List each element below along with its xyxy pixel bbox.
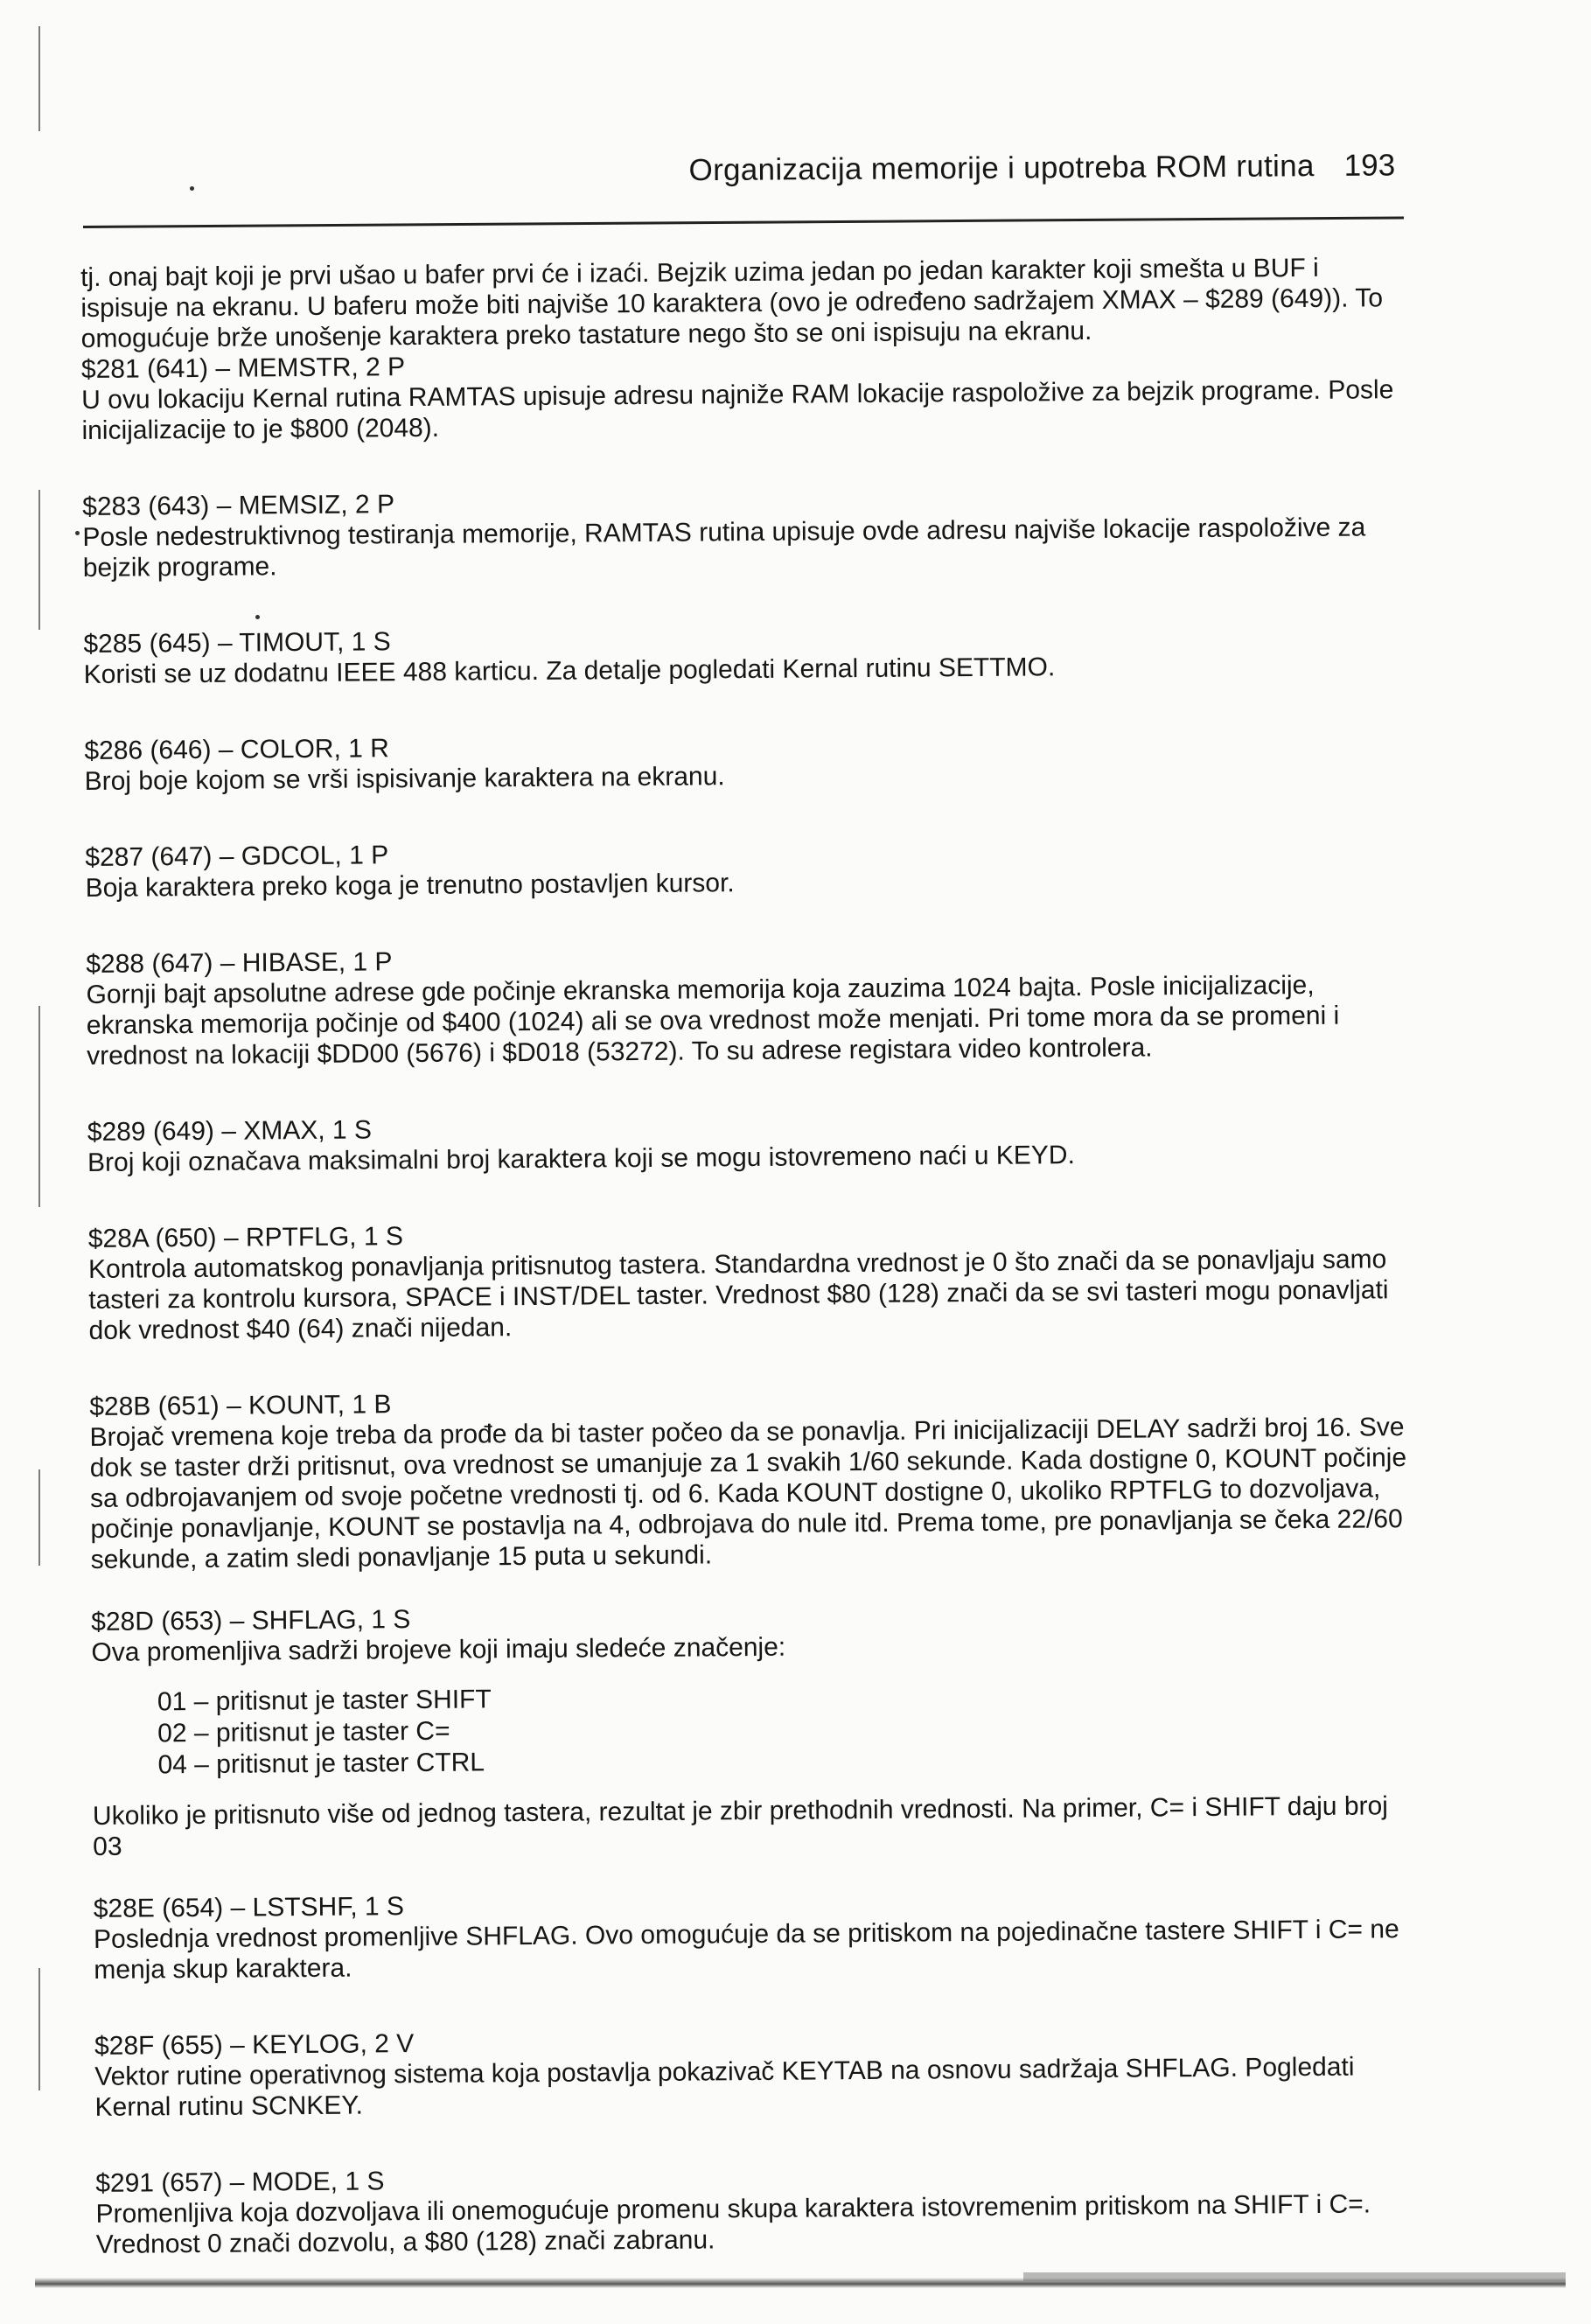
scan-margin-mark bbox=[38, 490, 40, 630]
scan-margin-mark bbox=[38, 26, 40, 131]
shflag-values-list bbox=[157, 1677, 1422, 1781]
entry-rptflg bbox=[88, 1213, 1419, 1346]
intro-paragraph: tj. onaj bajt koji je prvi ušao u bafer prvi će i izaći. Bejzik uzima jedan po jedan karakter koji smešta u BUF i ispisuje na ekranu. U baferu može biti najviše 10 karaktera (ovo je određeno sadržajem XMAX – $289 (649)). To omogućuje brže unošenje karaktera preko tastature nego što se oni ispisuju na ekranu. bbox=[80, 253, 1384, 353]
scan-margin-mark bbox=[38, 1968, 40, 2090]
entry-heading: $287 (647) – GDCOL, 1 P bbox=[85, 841, 389, 872]
entry-heading: $28E (654) – LSTSHF, 1 S bbox=[93, 1892, 405, 1923]
entry-hibase bbox=[86, 939, 1416, 1071]
entry-body: Poslednja vrednost promenljive SHFLAG. Ovo omogućuje da se pritiskom na pojedinačne tastere SHIFT i C= ne menja skup karaktera. bbox=[93, 1915, 1399, 1985]
entry-kount bbox=[89, 1381, 1420, 1575]
entry-xmax bbox=[87, 1106, 1418, 1178]
entry-body: Boja karaktera preko koga je trenutno postavljen kursor. bbox=[85, 869, 735, 903]
scan-dot bbox=[75, 531, 80, 535]
list-item: 04 – pritisnut je taster CTRL bbox=[157, 1748, 485, 1780]
page-body bbox=[80, 252, 1426, 2306]
entry-heading: $289 (649) – XMAX, 1 S bbox=[87, 1115, 373, 1147]
entry-body: Promenljiva koja dozvoljava ili onemogućuje promenu skupa karaktera istovremenim pritiskom na SHIFT i C=. Vrednost 0 znači dozvolu, a $80 (128) znači zabranu. bbox=[95, 2189, 1371, 2259]
entry-color bbox=[84, 725, 1414, 797]
page-number: 193 bbox=[1343, 148, 1396, 183]
entry-body: Ova promenljiva sadrži brojeve koji imaju sledeće značenje: bbox=[91, 1632, 786, 1667]
list-item: 02 – pritisnut je taster C= bbox=[157, 1716, 450, 1748]
entry-body: Gornji bajt apsolutne adrese gde počinje ekranska memorija koja zauzima 1024 bajta. Posle inicijalizacije, ekranska memorija počinje od $400 (1024) ali se ova vrednost može menjati. Pri tome mora da se promeni i vrednost na lokaciji $DD00 (5676) i $D018 (53272). To su adrese registara video kontrolera. bbox=[86, 970, 1340, 1071]
entry-heading: $288 (647) – HIBASE, 1 P bbox=[86, 947, 393, 979]
entry-body: Broj koji označava maksimalni broj karaktera koji se mogu istovremeno naći u KEYD. bbox=[87, 1141, 1075, 1177]
entry-lstshf bbox=[94, 1883, 1424, 1986]
entry-body: Koristi se uz dodatnu IEEE 488 karticu. Za detalje pogledati Kernal rutinu SETTMO. bbox=[83, 653, 1056, 689]
entry-shflag bbox=[91, 1596, 1422, 1862]
entry-body: Kontrola automatskog ponavljanja pritisnutog tastera. Standardna vrednost je 0 što znači da se ponavljaju samo tasteri za kontrolu kursora, SPACE i INST/DEL taster. Vrednost $80 (128) znači da se svi tasteri mogu ponavljati dok vrednost $40 (64) znači nijedan. bbox=[87, 1245, 1389, 1345]
entry-heading: $291 (657) – MODE, 1 S bbox=[95, 2167, 385, 2198]
entry-keylog bbox=[94, 2020, 1425, 2123]
page-header bbox=[83, 149, 1395, 192]
entry-heading: $28B (651) – KOUNT, 1 B bbox=[89, 1390, 392, 1421]
entry-body: Brojač vremena koje treba da prođe da bi taster počeo da se ponavlja. Pri inicijalizaciji DELAY sadrži broj 16. Sve dok se taster drži pritisnut, ova vrednost se umanjuje za 1 svakih 1/60 sekunde. Kada dostigne 0, KOUNT počinje sa odbrojavanjem od svoje početne vrednosti tj. od 6. Kada KOUNT dostigne 0, ukoliko RPTFLG to dozvoljava, počinje ponavljanje, KOUNT se postavlja na 4, odbrojava do nule itd. Prema tome, pre ponavljanja se čeka 22/60 sekunde, a zatim sledi ponavljanje 15 puta u sekundi. bbox=[89, 1413, 1407, 1574]
entry-heading: $281 (641) – MEMSTR, 2 P bbox=[80, 352, 406, 384]
scan-margin-mark bbox=[38, 1006, 40, 1207]
entry-note: Ukoliko je pritisnuto više od jednog tastera, rezultat je zbir prethodnih vrednosti. Na primer, C= i SHIFT daju broj 03 bbox=[92, 1791, 1389, 1861]
entry-heading: $28A (650) – RPTFLG, 1 S bbox=[87, 1222, 404, 1253]
entry-heading: $286 (646) – COLOR, 1 R bbox=[84, 734, 390, 765]
entry-heading: $28F (655) – KEYLOG, 2 V bbox=[94, 2029, 415, 2061]
entry-heading: $283 (643) – MEMSIZ, 2 P bbox=[82, 490, 395, 521]
entry-memstr bbox=[81, 344, 1412, 446]
entry-mode bbox=[95, 2158, 1426, 2260]
scan-bottom-edge bbox=[1023, 2272, 1566, 2281]
entry-heading: $28D (653) – SHFLAG, 1 S bbox=[91, 1605, 411, 1637]
entry-body: Posle nedestruktivnog testiranja memorije, RAMTAS rutina upisuje ovde adresu najviše lokacije raspoložive za bejzik programe. bbox=[82, 513, 1366, 583]
list-item: 01 – pritisnut je taster SHIFT bbox=[157, 1685, 492, 1717]
entry-body: Broj boje kojom se vrši ispisivanje karaktera na ekranu. bbox=[84, 762, 725, 796]
entry-body: Vektor rutine operativnog sistema koja postavlja pokazivač KEYTAB na osnovu sadržaja SHFLAG. Pogledati Kernal rutinu SCNKEY. bbox=[94, 2052, 1355, 2122]
scan-margin-mark bbox=[38, 1469, 40, 1566]
header-rule bbox=[83, 216, 1404, 228]
running-title: Organizacija memorije i upotreba ROM rutina bbox=[688, 149, 1315, 188]
entry-body: U ovu lokaciju Kernal rutina RAMTAS upisuje adresu najniže RAM lokacije raspoložive za bejzik programe. Posle inicijalizacije to je $800 (2048). bbox=[81, 375, 1394, 445]
entry-gdcol bbox=[85, 832, 1415, 904]
entry-memsiz bbox=[82, 481, 1413, 583]
entry-timout bbox=[83, 618, 1413, 690]
entry-heading: $285 (645) – TIMOUT, 1 S bbox=[83, 627, 391, 659]
